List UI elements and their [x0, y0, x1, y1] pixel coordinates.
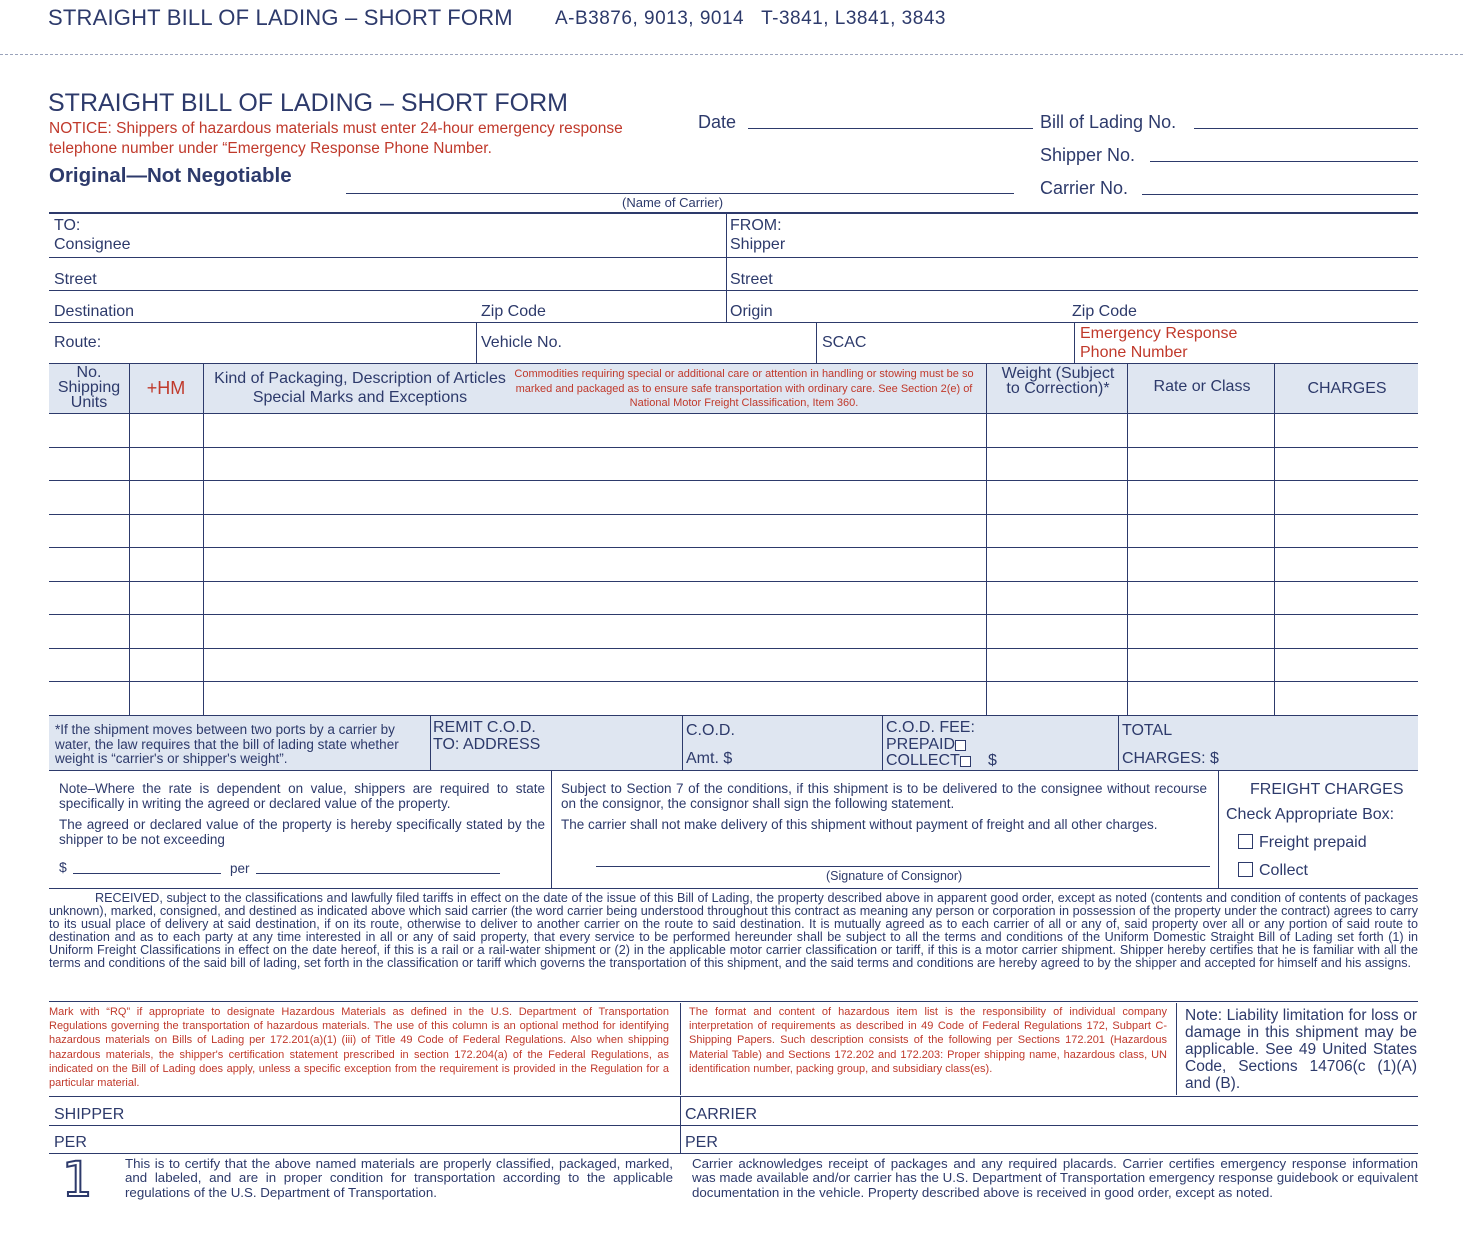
copy-number: 1: [62, 1152, 93, 1208]
cod-label: C.O.D.: [686, 722, 735, 739]
col-description-note: Commodities requiring special or additional care or attention in handling or stowing must be so marked and packaged as to ensure safe transportation with ordinary care. See Section 2(e) of National Motor Freight Classification, Item 360.: [514, 368, 974, 409]
collect-label: COLLECT: [886, 752, 960, 769]
ports-note: *If the shipment moves between two ports by a carrier by water, the law requires that the bill of lading state whether weight is “carrier's or shipper's weight”.: [55, 722, 399, 766]
freight-collect-label: Collect: [1259, 862, 1308, 879]
divider: [882, 715, 883, 770]
prepaid-checkbox[interactable]: [955, 740, 966, 751]
collect-checkbox[interactable]: [960, 756, 971, 767]
shipper-certification: This is to certify that the above named materials are properly classified, packaged, marked, and labeled, and are in proper condition for transportation according to the applicable regulations of the U.S. Department of Transportation.: [125, 1156, 673, 1200]
shipper-street-label: Street: [730, 271, 773, 288]
per-field[interactable]: [49, 1153, 1418, 1154]
divider: [1218, 770, 1219, 888]
rule: [49, 888, 1418, 889]
top-strip-title: STRAIGHT BILL OF LADING – SHORT FORM: [48, 5, 513, 30]
rule: [49, 1001, 1418, 1002]
bol-field[interactable]: [1194, 128, 1418, 129]
total-charges-label: CHARGES: $: [1122, 750, 1219, 767]
scac-label: SCAC: [822, 334, 867, 351]
table-row[interactable]: [49, 581, 1418, 582]
carrier-no-label: Carrier No.: [1040, 178, 1129, 198]
consignee-shipper-field[interactable]: [49, 257, 1418, 258]
table-row[interactable]: [49, 447, 1418, 448]
cod-amount-label: Amt. $: [686, 750, 733, 767]
divider: [680, 1003, 681, 1095]
per-label: per: [230, 861, 250, 876]
section7-note: Subject to Section 7 of the conditions, if this shipment is to be delivered to the consignee without recourse on the consignor, the consignor shall sign the following statement.: [561, 781, 1207, 811]
divider: [1118, 715, 1119, 770]
table-row[interactable]: [49, 480, 1418, 481]
shipper-no-label: Shipper No.: [1040, 145, 1136, 165]
destination-label: Destination: [54, 303, 135, 320]
vehicle-label: Vehicle No.: [481, 334, 562, 351]
cod-fee-dollar: $: [988, 752, 997, 769]
carrier-name-label: (Name of Carrier): [622, 195, 724, 210]
rule: [49, 322, 1418, 323]
freight-prepaid-option[interactable]: [1238, 834, 1367, 852]
col-shipping-units: No. Shipping Units: [57, 364, 121, 411]
form-codes: A-B3876, 9013, 9014 T-3841, L3841, 3843: [555, 8, 946, 29]
received-terms: RECEIVED, subject to the classifications and lawfully filed tariffs in effect on the date of the issue of this Bill of Lading, the property described above in apparent good order, except as noted (contents and condition of contents of packages unknown), marked, consigned, and destined as indicated above which said carrier (the word carrier being understood throughout this contract as meaning any person or corporation in possession of the property under the contract) agrees to carry to its usual place of delivery at said destination, if on its route, otherwise to deliver to another carrier on the route to said destination. It is mutually agreed as to each carrier of all or any of, said property over all or any portion of said route to destination and as to each party at any time interested in all or any of said property, that every service to be performed hereunder shall be subject to all the terms and conditions of the Uniform Domestic Straight Bill of Lading set forth (1) in Uniform Freight Classifications in effect on the date hereof, if this is a rail or a rail-water shipment or (2) in the applicable motor carrier classification or tariff, if this is a motor carrier shipment. Shipper hereby certifies that he is familiar with all the terms and conditions of the said bill of lading, set forth in the classification or tariff which governs the transportation of this shipment, and the said terms and conditions are hereby agreed to by the shipper and accepted for himself and his assigns.: [49, 891, 1418, 970]
rule: [49, 413, 1418, 414]
rule: [49, 1096, 1418, 1097]
rule: [49, 363, 1418, 364]
divider: [551, 770, 552, 888]
street-field[interactable]: [49, 290, 1418, 291]
col-rate-class: Rate or Class: [1153, 378, 1251, 395]
col-weight: Weight (Subject to Correction)*: [1001, 365, 1115, 397]
shipper-signature-label: SHIPPER: [54, 1106, 125, 1123]
carrier-per-label: PER: [685, 1134, 718, 1151]
remit-cod-to: REMIT C.O.D. TO: ADDRESS: [433, 719, 541, 753]
hazmat-rq-note: Mark with “RQ” if appropriate to designate Hazardous Materials as defined in the U.S. Department of Transportation Regulations governing the transportation of hazardous materials. The use of this column is an optional method for identifying hazardous materials on Bills of Lading per 172.201(a)(1) (iii) of Title 49 Code of Federal Regulations. Also when shipping hazardous materials, the shipper's certification statement prescribed in section 172.204(a) of the Federal Regulations, as indicated on the Bill of Lading does apply, unless a specific exception from the requirement is provided in the Regulation for a particular material.: [49, 1006, 669, 1090]
divider: [726, 212, 727, 322]
prepaid-label: PREPAID: [886, 736, 956, 753]
table-row[interactable]: [49, 514, 1418, 515]
carrier-signature-label: CARRIER: [685, 1106, 758, 1123]
from-label: FROM:: [730, 217, 782, 234]
total-label: TOTAL: [1122, 722, 1173, 739]
freight-charges-title: FREIGHT CHARGES: [1250, 781, 1404, 798]
consignor-signature-label: (Signature of Consignor): [826, 869, 963, 883]
column-divider: [986, 363, 987, 715]
shipper-per-label: PER: [54, 1134, 87, 1151]
delivery-note: The carrier shall not make delivery of this shipment without payment of freight and all other charges.: [561, 817, 1158, 832]
col-hm: +HM: [146, 378, 186, 398]
column-divider: [1274, 363, 1275, 715]
value-note: Note–Where the rate is dependent on value, shippers are required to state specifically in writing the agreed or declared value of the property.: [59, 781, 545, 811]
consignee-street-label: Street: [54, 271, 97, 288]
origin-label: Origin: [730, 303, 773, 320]
table-row[interactable]: [49, 614, 1418, 615]
divider: [1074, 322, 1075, 363]
freight-prepaid-label: Freight prepaid: [1259, 834, 1367, 851]
divider: [430, 715, 431, 770]
column-divider: [1127, 363, 1128, 715]
freight-collect-option[interactable]: [1238, 862, 1308, 880]
shipper-label: Shipper: [730, 236, 786, 253]
value-dollar: $: [59, 859, 67, 875]
liability-note: Note: Liability limitation for loss or damage in this shipment may be applicable. See 49 United States Code, Sections 14706(c (1)(A) and (B).: [1185, 1007, 1417, 1092]
check-box-label: Check Appropriate Box:: [1226, 806, 1395, 823]
date-field[interactable]: [748, 128, 1033, 129]
consignee-zip-label: Zip Code: [481, 303, 546, 320]
emergency-phone-label: Emergency Response Phone Number: [1080, 325, 1238, 361]
carrier-certification: Carrier acknowledges receipt of packages and any required placards. Carrier certifies emergency response information was made available and/or carrier has the U.S. Department of Transportation emergency response guidebook or equivalent documentation in the vehicle. Property described above is received in good order, except as noted.: [692, 1156, 1418, 1200]
hazmat-format-note: The format and content of hazardous item list is the responsibility of individual company interpretation of requirements as described in 49 Code of Federal Regulations 172, Subpart C-Shipping Papers. Such description consists of the following per Sections 172.201 (Hazardous Material Table) and Sections 172.202 and 172.203: Proper shipping name, hazardous class, UN identification number, packing group, and subsidiary class(es).: [689, 1006, 1167, 1075]
freight-prepaid-checkbox[interactable]: [1238, 834, 1253, 849]
declared-value-field[interactable]: [73, 873, 221, 874]
rule: [49, 770, 1418, 771]
original-not-negotiable: Original—Not Negotiable: [49, 164, 292, 187]
hazmat-notice: NOTICE: Shippers of hazardous materials must enter 24-hour emergency response telephone number under “Emergency Response Phone Number.: [49, 120, 623, 157]
cod-collect-option[interactable]: [886, 752, 971, 770]
divider: [476, 322, 477, 363]
table-row[interactable]: [49, 681, 1418, 682]
table-row[interactable]: [49, 547, 1418, 548]
rule: [49, 715, 1418, 716]
carrier-name-field[interactable]: [346, 193, 1014, 194]
divider: [682, 715, 683, 770]
divider: [816, 322, 817, 363]
form-title: STRAIGHT BILL OF LADING – SHORT FORM: [48, 89, 569, 117]
column-divider: [129, 363, 130, 715]
col-charges: CHARGES: [1307, 380, 1387, 397]
table-row[interactable]: [49, 648, 1418, 649]
cod-fee-label: C.O.D. FEE:: [886, 719, 975, 736]
consignor-signature-field[interactable]: [596, 866, 1210, 867]
rule: [49, 212, 1418, 214]
divider: [1176, 1003, 1177, 1095]
freight-collect-checkbox[interactable]: [1238, 862, 1253, 877]
date-label: Date: [698, 112, 737, 132]
shipper-zip-label: Zip Code: [1072, 303, 1137, 320]
consignee-label: Consignee: [54, 236, 131, 253]
route-label: Route:: [54, 334, 102, 351]
shipper-no-field[interactable]: [1150, 161, 1418, 162]
perforation-line: [0, 54, 1463, 55]
per-unit-field[interactable]: [256, 873, 500, 874]
col-description: Kind of Packaging, Description of Articles Special Marks and Exceptions: [214, 370, 506, 406]
bol-label: Bill of Lading No.: [1040, 112, 1177, 132]
signature-field[interactable]: [49, 1125, 1418, 1126]
to-label: TO:: [54, 217, 81, 234]
declared-value-note: The agreed or declared value of the property is hereby specifically stated by the shipper to be not exceeding: [59, 817, 545, 847]
column-divider: [203, 363, 204, 715]
carrier-no-field[interactable]: [1142, 194, 1418, 195]
